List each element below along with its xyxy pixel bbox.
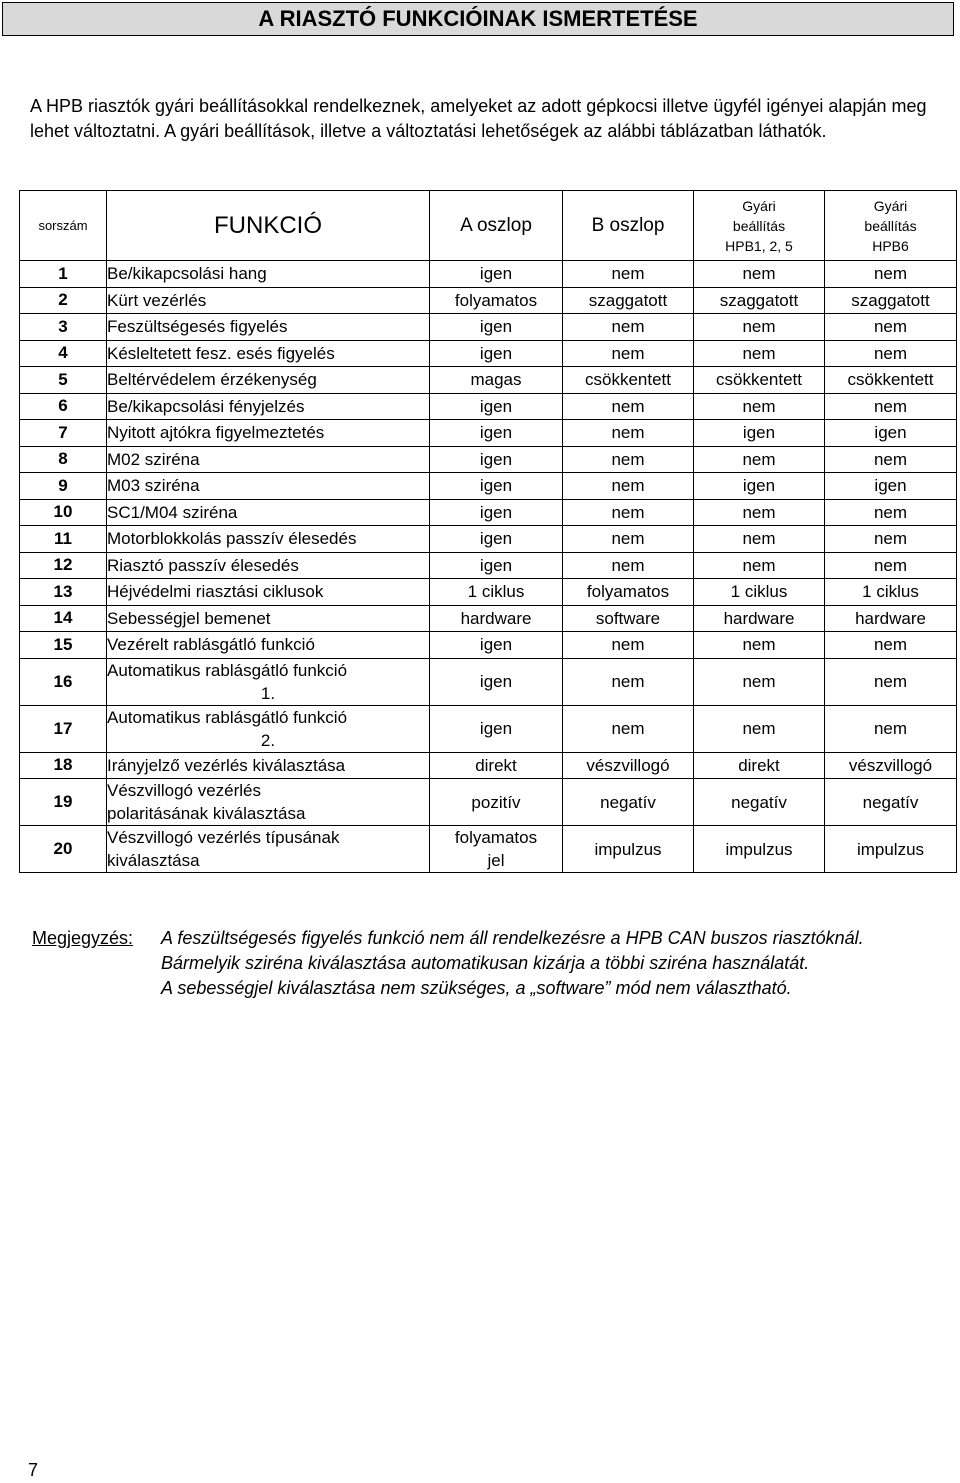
table-header-row	[20, 191, 957, 261]
row-function-line2: 2.	[260, 730, 276, 750]
row-gyari-hpb125: nem	[694, 499, 825, 526]
table-row	[20, 393, 957, 420]
header-sorszam: sorszám	[20, 191, 107, 261]
table-row	[20, 579, 957, 606]
table-row	[20, 552, 957, 579]
row-function	[107, 826, 430, 873]
row-function-line1: Automatikus rablásgátló funkció	[107, 707, 348, 727]
row-function-line1: Vészvillogó vezérlés	[107, 781, 262, 800]
row-b-value: vészvillogó	[563, 752, 694, 779]
function-table	[19, 190, 957, 873]
row-b-value: csökkentett	[563, 367, 694, 394]
row-number: 6	[20, 393, 107, 420]
row-gyari-hpb125: hardware	[694, 605, 825, 632]
row-a-value: igen	[430, 261, 563, 288]
row-gyari-hpb6: negatív	[825, 779, 957, 826]
row-function: Be/kikapcsolási fényjelzés	[107, 393, 430, 420]
row-number: 13	[20, 579, 107, 606]
note-line-1: A feszültségesés figyelés funkció nem áll rendelkezésre a HPB CAN buszos riasztóknál.	[161, 928, 864, 948]
row-a-value: igen	[430, 552, 563, 579]
row-number: 17	[20, 705, 107, 752]
row-a-value: igen	[430, 446, 563, 473]
row-b-value: software	[563, 605, 694, 632]
row-gyari-hpb125: szaggatott	[694, 287, 825, 314]
row-number: 15	[20, 632, 107, 659]
row-number: 18	[20, 752, 107, 779]
row-gyari-hpb125: impulzus	[694, 826, 825, 873]
row-a-value: igen	[430, 658, 563, 705]
table-row	[20, 605, 957, 632]
row-number: 16	[20, 658, 107, 705]
row-number: 7	[20, 420, 107, 447]
row-a-value: igen	[430, 632, 563, 659]
row-number: 8	[20, 446, 107, 473]
row-gyari-hpb125: csökkentett	[694, 367, 825, 394]
header-gyari-hpb125-line1: Gyári	[742, 197, 776, 214]
row-function: M03 sziréna	[107, 473, 430, 500]
table-row	[20, 446, 957, 473]
row-gyari-hpb125: nem	[694, 705, 825, 752]
header-gyari-hpb6-line2: beállítás	[864, 217, 917, 234]
row-number: 2	[20, 287, 107, 314]
row-a-value-line2: jel	[487, 851, 505, 870]
row-gyari-hpb125: nem	[694, 314, 825, 341]
row-gyari-hpb6: hardware	[825, 605, 957, 632]
row-gyari-hpb125: igen	[694, 420, 825, 447]
row-gyari-hpb6: impulzus	[825, 826, 957, 873]
row-function-line2: kiválasztása	[107, 851, 200, 870]
row-gyari-hpb6: nem	[825, 552, 957, 579]
row-b-value: nem	[563, 261, 694, 288]
row-gyari-hpb125: nem	[694, 340, 825, 367]
row-b-value: szaggatott	[563, 287, 694, 314]
header-a-oszlop: A oszlop	[430, 191, 563, 261]
row-a-value: igen	[430, 420, 563, 447]
row-gyari-hpb6: csökkentett	[825, 367, 957, 394]
row-function: Vezérelt rablásgátló funkció	[107, 632, 430, 659]
row-function: Be/kikapcsolási hang	[107, 261, 430, 288]
row-function-line2: polaritásának kiválasztása	[107, 804, 306, 823]
row-b-value: impulzus	[563, 826, 694, 873]
row-gyari-hpb6: nem	[825, 314, 957, 341]
header-gyari-hpb125-line3: HPB1, 2, 5	[725, 237, 793, 254]
row-function-line1: Automatikus rablásgátló funkció	[107, 660, 348, 680]
row-b-value: nem	[563, 499, 694, 526]
header-gyari-hpb6	[825, 191, 957, 261]
row-gyari-hpb125: nem	[694, 393, 825, 420]
row-gyari-hpb6: nem	[825, 446, 957, 473]
header-gyari-hpb6-line1: Gyári	[873, 197, 908, 214]
note-section	[32, 926, 952, 1001]
table-row	[20, 473, 957, 500]
row-gyari-hpb6: nem	[825, 261, 957, 288]
table-row	[20, 705, 957, 752]
page-title: A RIASZTÓ FUNKCIÓINAK ISMERTETÉSE	[2, 2, 954, 36]
row-function: Motorblokkolás passzív élesedés	[107, 526, 430, 553]
header-gyari-hpb125-line2: beállítás	[732, 217, 786, 234]
header-funkcio: FUNKCIÓ	[107, 191, 430, 261]
row-number: 11	[20, 526, 107, 553]
row-function	[107, 705, 430, 752]
row-b-value: nem	[563, 446, 694, 473]
row-a-value: hardware	[430, 605, 563, 632]
row-a-value: igen	[430, 340, 563, 367]
table-row	[20, 779, 957, 826]
row-a-value: 1 ciklus	[430, 579, 563, 606]
table-row	[20, 499, 957, 526]
row-gyari-hpb125: 1 ciklus	[694, 579, 825, 606]
row-gyari-hpb125: nem	[694, 261, 825, 288]
row-number: 19	[20, 779, 107, 826]
row-gyari-hpb125: nem	[694, 632, 825, 659]
row-gyari-hpb6: igen	[825, 420, 957, 447]
row-a-value: igen	[430, 393, 563, 420]
row-gyari-hpb6: nem	[825, 340, 957, 367]
row-function: Héjvédelmi riasztási ciklusok	[107, 579, 430, 606]
row-a-value: igen	[430, 705, 563, 752]
row-gyari-hpb6: nem	[825, 705, 957, 752]
table-row	[20, 658, 957, 705]
row-b-value: folyamatos	[563, 579, 694, 606]
row-b-value: nem	[563, 473, 694, 500]
row-a-value: magas	[430, 367, 563, 394]
row-number: 10	[20, 499, 107, 526]
row-a-value: direkt	[430, 752, 563, 779]
row-function: Feszültségesés figyelés	[107, 314, 430, 341]
header-b-oszlop: B oszlop	[563, 191, 694, 261]
table-row	[20, 287, 957, 314]
row-function: Beltérvédelem érzékenység	[107, 367, 430, 394]
row-a-value: igen	[430, 473, 563, 500]
row-b-value: nem	[563, 393, 694, 420]
row-gyari-hpb125: nem	[694, 526, 825, 553]
row-gyari-hpb6: nem	[825, 658, 957, 705]
row-gyari-hpb6: nem	[825, 393, 957, 420]
row-gyari-hpb6: nem	[825, 526, 957, 553]
row-b-value: nem	[563, 705, 694, 752]
table-row	[20, 526, 957, 553]
row-gyari-hpb6: igen	[825, 473, 957, 500]
table-row	[20, 314, 957, 341]
row-function: Késleltetett fesz. esés figyelés	[107, 340, 430, 367]
table-row	[20, 632, 957, 659]
table-row	[20, 340, 957, 367]
row-function-line1: Vészvillogó vezérlés típusának	[107, 828, 340, 847]
row-number: 14	[20, 605, 107, 632]
table-row	[20, 752, 957, 779]
row-function	[107, 779, 430, 826]
row-b-value: negatív	[563, 779, 694, 826]
row-gyari-hpb6: vészvillogó	[825, 752, 957, 779]
row-function: M02 sziréna	[107, 446, 430, 473]
row-b-value: nem	[563, 552, 694, 579]
row-gyari-hpb6: nem	[825, 632, 957, 659]
row-gyari-hpb125: nem	[694, 552, 825, 579]
row-number: 1	[20, 261, 107, 288]
row-a-value: pozitív	[430, 779, 563, 826]
row-gyari-hpb6: nem	[825, 499, 957, 526]
table-row	[20, 826, 957, 873]
row-b-value: nem	[563, 658, 694, 705]
row-number: 12	[20, 552, 107, 579]
row-number: 5	[20, 367, 107, 394]
row-function: Riasztó passzív élesedés	[107, 552, 430, 579]
row-b-value: nem	[563, 314, 694, 341]
row-gyari-hpb6: szaggatott	[825, 287, 957, 314]
row-function	[107, 658, 430, 705]
header-gyari-hpb6-line3: HPB6	[872, 237, 909, 254]
row-function: Nyitott ajtókra figyelmeztetés	[107, 420, 430, 447]
row-a-value	[430, 826, 563, 873]
table-row	[20, 261, 957, 288]
row-gyari-hpb125: nem	[694, 446, 825, 473]
row-a-value: igen	[430, 314, 563, 341]
row-gyari-hpb125: nem	[694, 658, 825, 705]
row-gyari-hpb125: negatív	[694, 779, 825, 826]
row-gyari-hpb6: 1 ciklus	[825, 579, 957, 606]
row-function: Irányjelző vezérlés kiválasztása	[107, 752, 430, 779]
intro-paragraph: A HPB riasztók gyári beállításokkal rendelkeznek, amelyeket az adott gépkocsi illetve ügyfél igényei alapján meg lehet változtatni. A gyári beállítások, illetve a változtatási lehetőségek az alábbi táblázatban láthatók.	[30, 96, 927, 141]
note-line-2: Bármelyik sziréna kiválasztása automatikusan kizárja a többi sziréna használatát.	[161, 953, 810, 973]
row-function: Kürt vezérlés	[107, 287, 430, 314]
row-number: 20	[20, 826, 107, 873]
note-line-3: A sebességjel kiválasztása nem szükséges, a „software” mód nem választható.	[161, 978, 792, 998]
row-a-value-line1: folyamatos	[454, 828, 538, 847]
row-b-value: nem	[563, 420, 694, 447]
row-function: Sebességjel bemenet	[107, 605, 430, 632]
row-b-value: nem	[563, 632, 694, 659]
row-function-line2: 1.	[260, 683, 276, 703]
row-a-value: igen	[430, 499, 563, 526]
table-row	[20, 367, 957, 394]
row-function: SC1/M04 sziréna	[107, 499, 430, 526]
table-row	[20, 420, 957, 447]
header-gyari-hpb125	[694, 191, 825, 261]
row-number: 3	[20, 314, 107, 341]
note-label: Megjegyzés:	[32, 928, 134, 948]
page-number: 7	[28, 1460, 39, 1480]
row-number: 4	[20, 340, 107, 367]
row-gyari-hpb125: igen	[694, 473, 825, 500]
row-a-value: folyamatos	[430, 287, 563, 314]
row-a-value: igen	[430, 526, 563, 553]
row-b-value: nem	[563, 340, 694, 367]
row-number: 9	[20, 473, 107, 500]
row-b-value: nem	[563, 526, 694, 553]
row-gyari-hpb125: direkt	[694, 752, 825, 779]
